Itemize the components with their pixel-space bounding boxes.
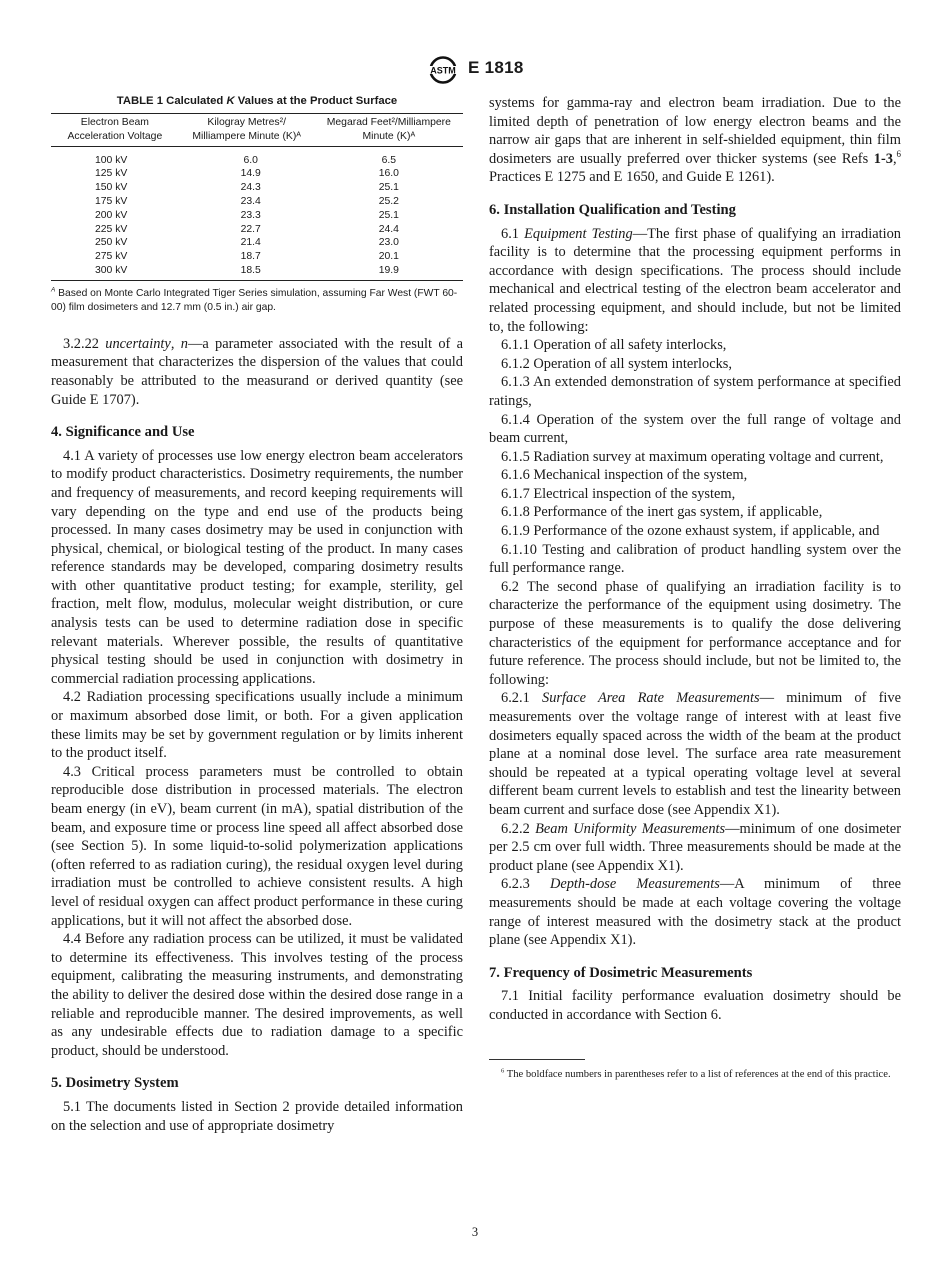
k-values-table [51,113,463,281]
paragraph-4-4: 4.4 Before any radiation process can be utilized, it must be validated to determine its effectiveness. This involves testing of the process equipment, calibrating the measuring instruments, and demonstrating the ability to deliver the desired dose within the desired dose range in a reliable and reproducible manner. The desired improvements, as well as any undesirable effects due to radiation damage to a specific product, should be understood. [51,931,463,1059]
table-header-voltage: Electron Beam Acceleration Voltage [51,114,179,147]
section-5-heading: 5. Dosimetry System [51,1075,179,1092]
table-row: 100 kV 6.0 6.5 [95,154,397,166]
list-item: 6.1.7 Electrical inspection of the system, [501,485,736,502]
table-header-kgy: Kilogray Metres²/ Milliampere Minute (K)ᴬ [179,114,315,147]
section-4-heading: 4. Significance and Use [51,424,195,441]
table-row: 300 kV 18.5 19.9 [51,264,463,280]
list-item: 6.1.6 Mechanical inspection of the system, [501,467,748,484]
svg-text:ASTM: ASTM [430,65,456,76]
table-row: 275 kV 18.7 20.1 [95,251,399,263]
table-row: 250 kV 21.4 23.0 [95,237,399,249]
list-item: 6.1.10 Testing and calibration of product handling system over the full performance range. [489,541,901,577]
paragraph-6-2-1: 6.2.1 Surface Area Rate Measurements— minimum of five measurements over the voltage range of interest with at least five dosimeters equally spaced across the width of the beam at the product plane at a nominal dose level. The surface area rate measurement should be repeated at a typical operating voltage level at several different beam current levels to establish and test the linearity between beam current and surface dose (see Appendix X1). [489,690,901,818]
footnote-divider [489,1059,585,1060]
table-footnote: $^A$ Based on Monte Carlo Integrated Tiger Series simulation, assuming Far West (FWT 60-00) film dosimeters and 12.7 mm (0.5 in.) air gap. [51,286,458,313]
page-header [0,56,950,86]
table-row: 125 kV 14.9 16.0 [95,168,399,180]
table-header-mrad: Megarad Feet²/Milliampere Minute (K)ᴬ [315,114,463,147]
list-item: 6.1.8 Performance of the inert gas system, if applicable, [501,504,823,521]
paragraph-7-1: 7.1 Initial facility performance evaluation dosimetry should be conducted in accordance with Section 6. [489,988,901,1023]
paragraph-4-3: 4.3 Critical process parameters must be controlled to obtain reproducible dose distribution in processed materials. The electron beam energy (in eV), beam current (in mA), spatial distribution of the beam, and exposure time or process line speed all affect absorbed dose (see Section 5). In some liquid-to-solid polymerization applications (often referred to as radiation curing), the residual oxygen level during irradiation must be controlled to achieve consistent results. A high level of residual oxygen can affect product performance in these curing applications, but it will not affect the absorbed dose. [51,763,463,929]
paragraph-6-2-3: 6.2.3 Depth-dose Measurements—A minimum of three measurements should be made at each voltage covering the voltage range of interest measured with the dosimetry stack at the product plane (see Appendix X1). [489,876,901,949]
list-item: 6.1.5 Radiation survey at maximum operating voltage and current, [501,448,884,465]
section-6-heading: 6. Installation Qualification and Testing [489,201,736,218]
document-id: E 1818 [468,58,524,77]
paragraph-4-2: 4.2 Radiation processing specifications usually include a minimum or maximum absorbed dose limit, or both. For a given application these limits may be set by government regulation or by limits inherent to the product itself. [51,689,463,762]
paragraph-6-2-2: 6.2.2 Beam Uniformity Measurements—minimum of one dosimeter per 2.5 cm over full width. Three measurements should be made at the product plane (see Appendix X1). [489,820,901,874]
table-row: 225 kV 22.7 24.4 [95,223,399,235]
paragraph-5-1: 5.1 The documents listed in Section 2 provide detailed information on the selection and use of appropriate dosimetry [51,1098,463,1134]
table-row: 200 kV 23.3 25.1 [95,209,399,221]
paragraph-4-1: 4.1 A variety of processes use low energy electron beam accelerators to modify product characteristics. Dosimetry requirements, the number and frequency of measurements, and record keeping requirements will vary depending on the type and end use of the products being processed. In many cases dosimetry may be used in conjunction with physical, chemical, or biological testing of the product. In many cases reference standards may be developed, comparing dosimetry results with other quantitative product testing; for example, sterility, gel fraction, melt flow, modulus, molecular weight distribution, or cure analysis tests can be used to determine radiation dose in specific relevant materials. Wherever possible, the results of quantitative physical testing should be used in conjunction with dosimetry in commercial radiation processing applications. [51,447,463,687]
table-caption: TABLE 1 Calculated K Values at the Product Surface [116,95,398,107]
definition-uncertainty: 3.2.22 uncertainty, n—a parameter associated with the result of a measurement that characterizes the dispersion of the values that could reasonably be attributed to the measurand or derived quantity (see Guide E 1707). [51,335,463,408]
footnote-6: $^6$ The boldface numbers in parentheses refer to a list of references at the end of this practice. [501,1066,891,1080]
paragraph-5-1-continued: systems for gamma-ray and electron beam irradiation. Due to the limited depth of penetration of low energy electron beams and the narrow air gaps that are inherent in self-shielded equipment, thin film dosimeters are usually preferred over thicker systems (see Refs 1-3,$^6$ Practices E 1275 and E 1650, and Guide E 1261). [489,95,901,186]
right-column [489,94,901,1082]
list-item: 6.1.2 Operation of all system interlocks, [501,355,733,372]
paragraph-6-2: 6.2 The second phase of qualifying an irradiation facility is to characterize the performance of the equipment using dosimetry. The purpose of these measurements is to qualify the dose delivering characteristics of the equipment for performance acceptance and for future reference. The process should include, but not be limited to, the following: [489,578,901,688]
list-item: 6.1.3 An extended demonstration of system performance at specified ratings, [489,374,901,409]
list-item: 6.1.1 Operation of all safety interlocks, [501,337,727,354]
table-row: 175 kV 23.4 25.2 [95,195,399,207]
table-row: 150 kV 24.3 25.1 [95,182,399,194]
left-column [51,94,463,1135]
section-7-heading: 7. Frequency of Dosimetric Measurements [489,964,753,981]
paragraph-6-1: 6.1 Equipment Testing—The first phase of qualifying an irradiation facility is to determine that the processing equipment performs in accordance with design specifications. The process should include mechanical and electrical testing of the electron beam accelerator and related processing equipment, and should include, but not be limited to, the following: [489,225,901,335]
list-item: 6.1.4 Operation of the system over the full range of voltage and beam current, [489,411,901,447]
list-item: 6.1.9 Performance of the ozone exhaust system, if applicable, and [501,523,880,540]
astm-logo-icon [425,56,461,84]
page-number: 3 [471,1225,479,1239]
